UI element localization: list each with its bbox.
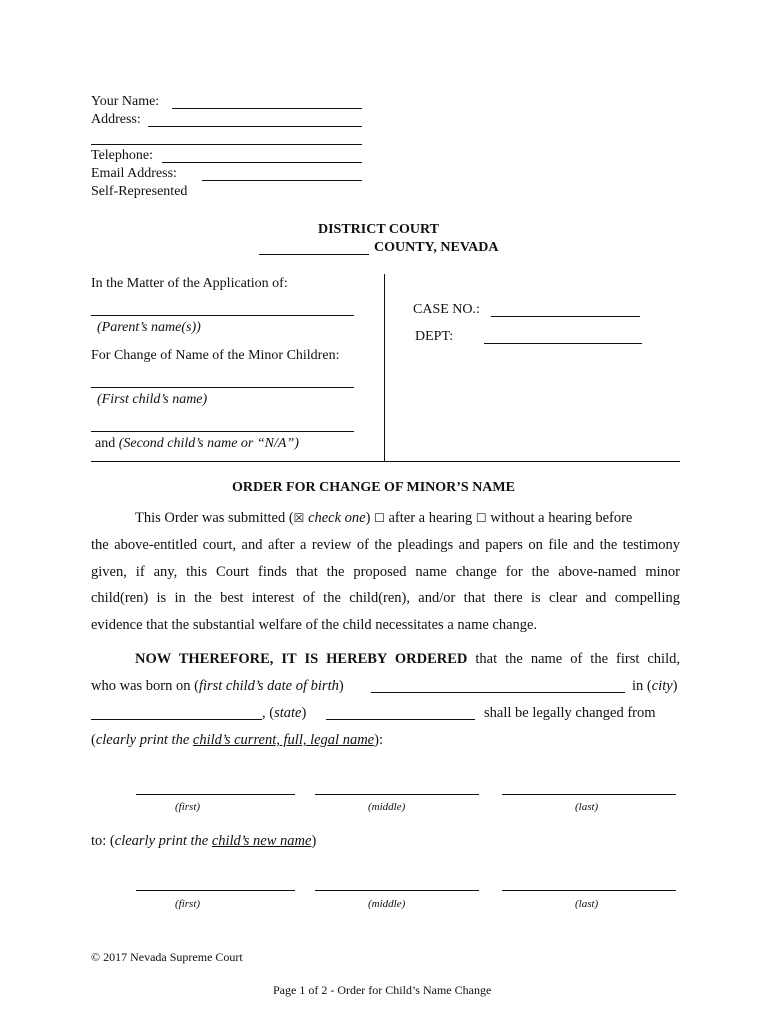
current-middle-label: (middle): [368, 801, 406, 813]
county-field[interactable]: [259, 254, 369, 255]
address-label: Address:: [91, 112, 141, 127]
state-label: , (state): [262, 705, 307, 721]
page-footer: Page 1 of 2 - Order for Child’s Name Change: [273, 983, 492, 997]
checked-box-icon: ☒: [293, 511, 305, 525]
case-number-field[interactable]: [491, 316, 640, 317]
email-field[interactable]: [202, 180, 362, 181]
new-last-name-field[interactable]: [502, 890, 676, 891]
paragraph-2-line-2: who was born on (first child’s date of birth): [91, 678, 344, 694]
parents-name-label: (Parent’s name(s)): [97, 320, 201, 335]
legally-changed-text: shall be legally changed from: [484, 705, 656, 721]
paragraph-1-line-1: This Order was submitted (☒ check one) ☐ after a hearing ☐ without a hearing before: [135, 510, 633, 526]
matter-label: In the Matter of the Application of:: [91, 276, 288, 291]
new-first-label: (first): [175, 898, 201, 910]
paragraph-2-line-1: NOW THEREFORE, IT IS HEREBY ORDERED that the name of the first child,: [135, 651, 680, 667]
your-name-field[interactable]: [172, 108, 362, 109]
new-middle-label: (middle): [368, 898, 406, 910]
date-of-birth-field[interactable]: [371, 692, 625, 693]
new-first-name-field[interactable]: [136, 890, 295, 891]
after-hearing-checkbox[interactable]: ☐: [374, 511, 385, 525]
new-name-instruction: to: (clearly print the child’s new name): [91, 833, 317, 849]
copyright-notice: © 2017 Nevada Supreme Court: [91, 950, 243, 964]
case-number-label: CASE NO.:: [413, 302, 480, 317]
city-label: in (city): [632, 678, 678, 694]
first-child-name-field[interactable]: [91, 387, 354, 388]
new-last-label: (last): [575, 898, 599, 910]
order-title: ORDER FOR CHANGE OF MINOR’S NAME: [232, 480, 515, 495]
paragraph-1-line-3: given, if any, this Court finds that the proposed name change for the above-named minor: [91, 564, 680, 580]
caption-vertical-divider: [384, 274, 385, 462]
current-middle-name-field[interactable]: [315, 794, 479, 795]
parents-name-field[interactable]: [91, 315, 354, 316]
telephone-label: Telephone:: [91, 148, 153, 163]
current-first-name-field[interactable]: [136, 794, 295, 795]
address-field-1[interactable]: [148, 126, 362, 127]
without-hearing-checkbox[interactable]: ☐: [475, 511, 487, 525]
caption-horizontal-divider: [91, 461, 680, 462]
telephone-field[interactable]: [162, 162, 362, 163]
current-name-instruction: (clearly print the child’s current, full, legal name):: [91, 732, 383, 748]
dept-field[interactable]: [484, 343, 642, 344]
address-field-2[interactable]: [91, 144, 362, 145]
county-title: COUNTY, NEVADA: [374, 240, 499, 255]
new-middle-name-field[interactable]: [315, 890, 479, 891]
state-field[interactable]: [326, 719, 475, 720]
city-field[interactable]: [91, 719, 262, 720]
second-child-name-field[interactable]: [91, 431, 354, 432]
paragraph-1-line-5: evidence that the substantial welfare of the child necessitates a name change.: [91, 617, 538, 633]
email-label: Email Address:: [91, 166, 177, 181]
dept-label: DEPT:: [415, 329, 454, 344]
current-last-label: (last): [575, 801, 599, 813]
court-name: DISTRICT COURT: [318, 222, 440, 237]
paragraph-1-line-4: child(ren) is in the best interest of the child(ren), and/or that there is clear and compelling: [91, 590, 680, 606]
current-last-name-field[interactable]: [502, 794, 676, 795]
self-represented-label: Self-Represented: [91, 184, 188, 199]
for-change-label: For Change of Name of the Minor Children:: [91, 348, 340, 363]
your-name-label: Your Name:: [91, 94, 160, 109]
first-child-name-label: (First child’s name): [97, 392, 208, 407]
paragraph-1-line-2: the above-entitled court, and after a review of the pleadings and papers on file and the testimony: [91, 537, 680, 553]
current-first-label: (first): [175, 801, 201, 813]
second-child-name-label: and (Second child’s name or “N/A”): [95, 436, 299, 451]
